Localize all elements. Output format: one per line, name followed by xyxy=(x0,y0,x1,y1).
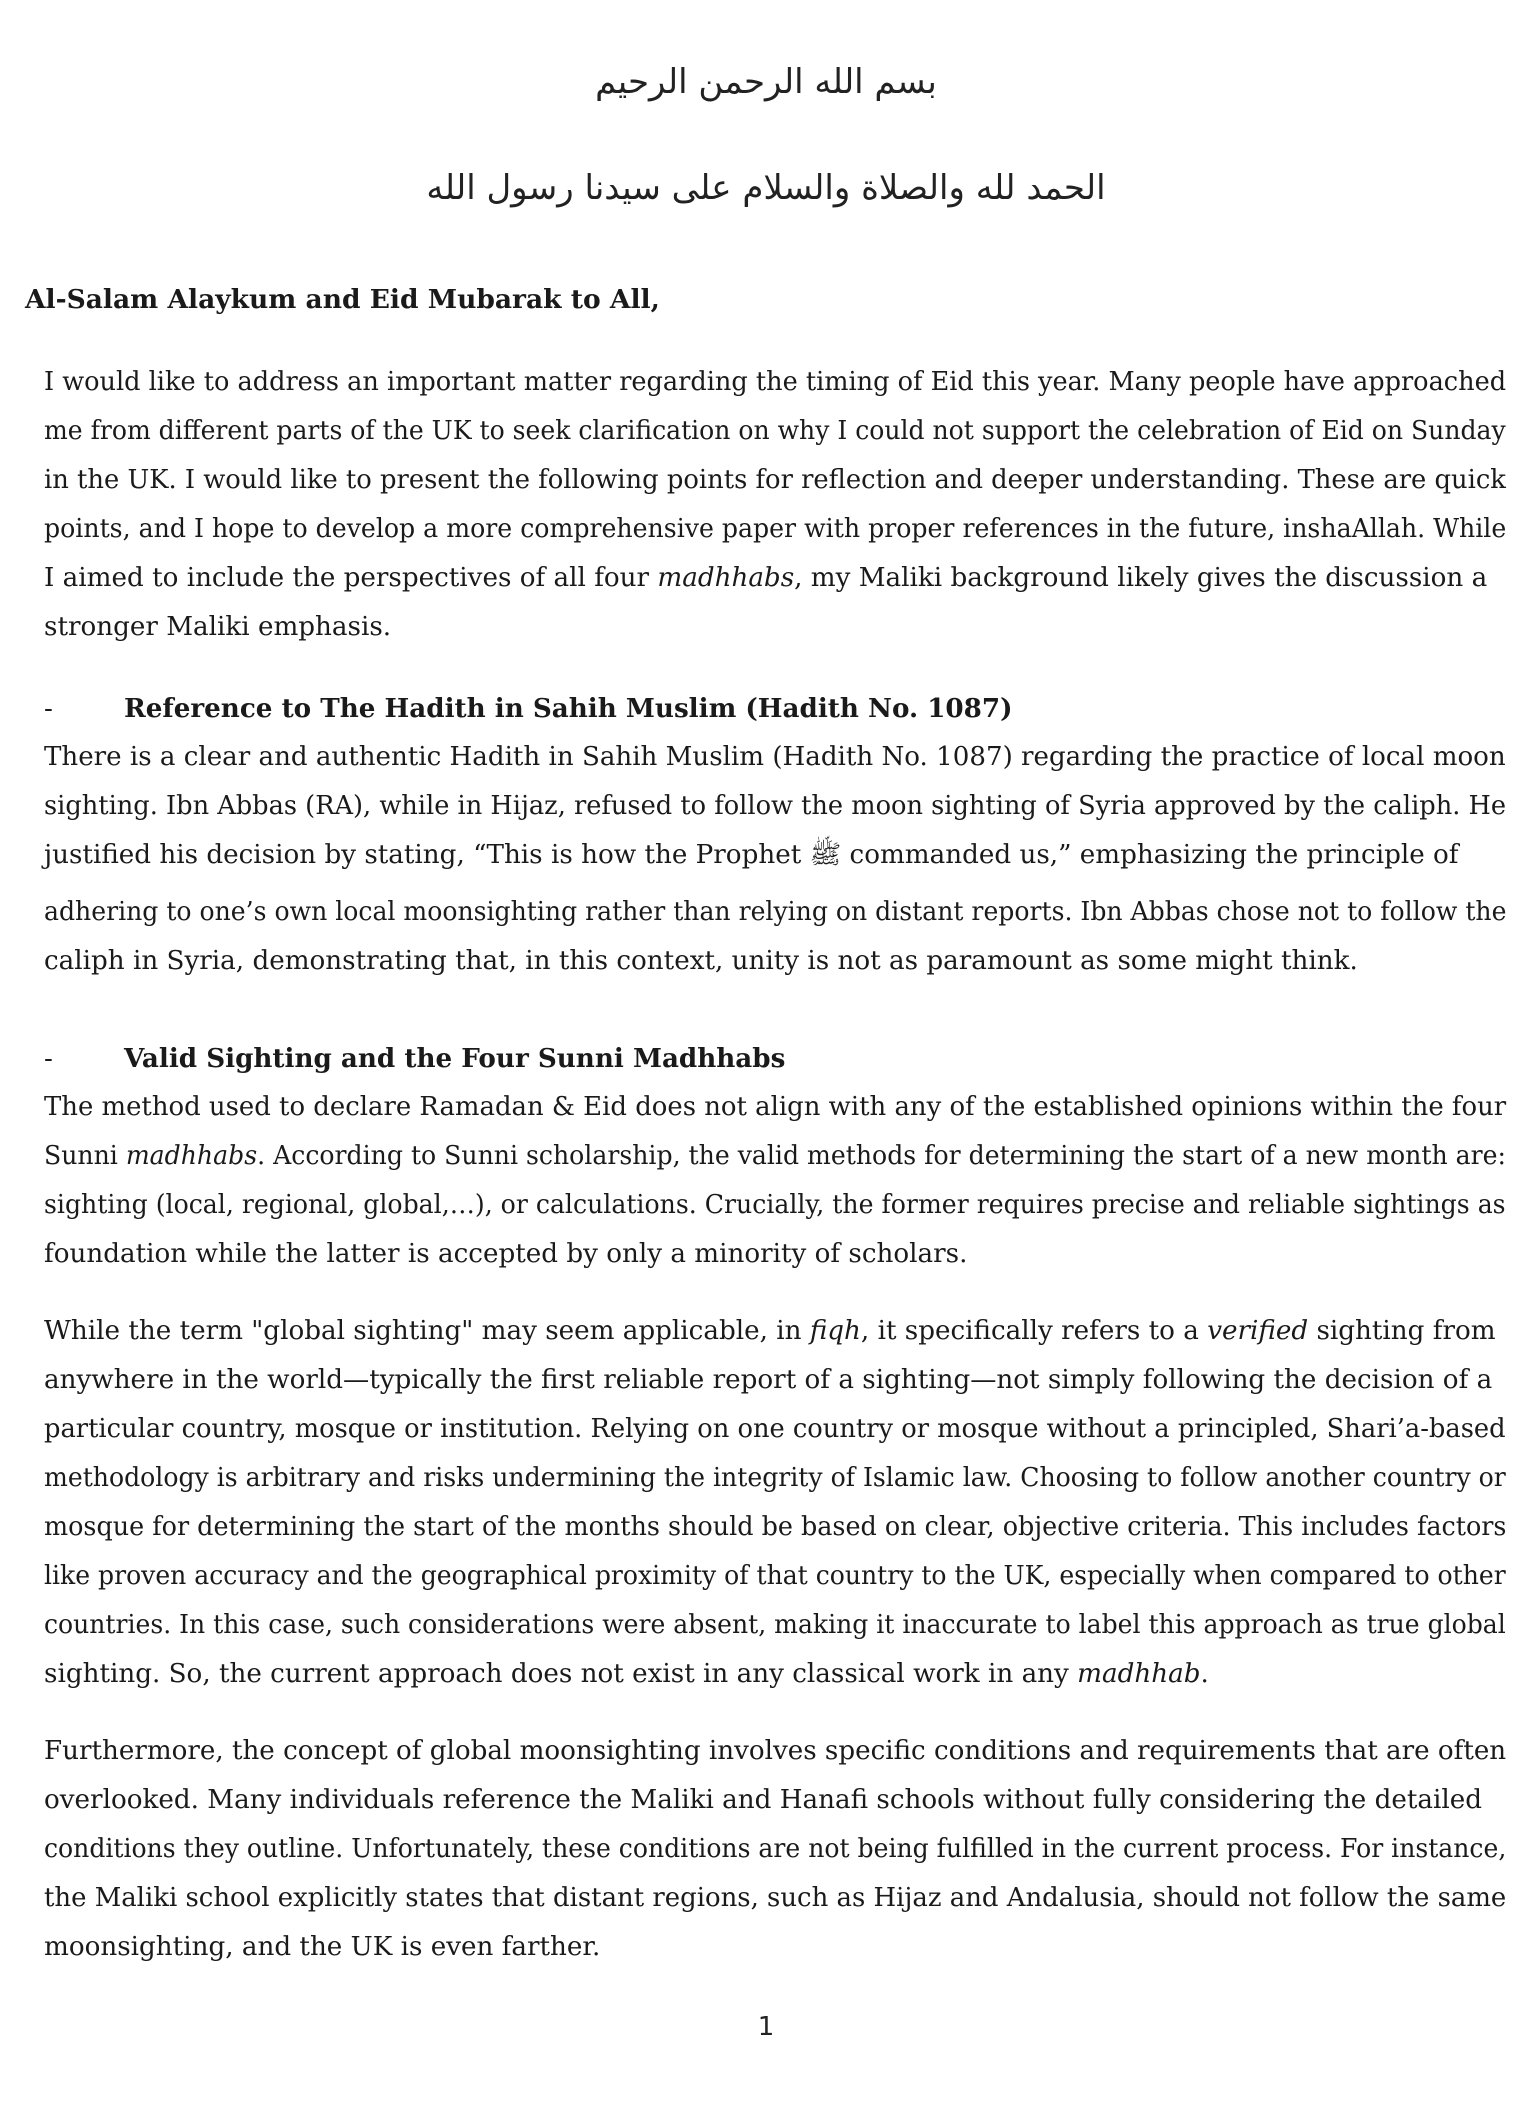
valid-sighting-paragraph xyxy=(44,1083,1506,1279)
hadith-line: There is a clear and authentic Hadith in Sahih Muslim (Hadith No. 1087) regarding the practice of local moon xyxy=(44,742,1506,772)
global-sighting-line: like proven accuracy and the geographical proximity of that country to the UK, especially when compared to other xyxy=(44,1561,1506,1591)
greeting: Al-Salam Alaykum and Eid Mubarak to All, xyxy=(25,284,660,315)
global-sighting-line: anywhere in the world—typically the first reliable report of a sighting—not simply following the decision of a xyxy=(44,1365,1493,1395)
intro-line: in the UK. I would like to present the following points for reflection and deeper understanding. These are quick xyxy=(44,465,1506,495)
hadith-line: sighting. Ibn Abbas (RA), while in Hijaz, refused to follow the moon sighting of Syria approved by the caliph. He xyxy=(44,791,1507,821)
global-sighting-line: countries. In this case, such considerations were absent, making it inaccurate to label this approach as true global xyxy=(44,1610,1506,1640)
page-number: 1 xyxy=(757,2012,775,2042)
intro-line: I would like to address an important matter regarding the timing of Eid this year. Many people have approached xyxy=(44,367,1507,397)
valid-sighting-line: Sunni madhhabs. According to Sunni scholarship, the valid methods for determining the start of a new month are: xyxy=(44,1141,1506,1171)
intro-paragraph xyxy=(44,358,1506,652)
section-heading-hadith xyxy=(44,684,1012,734)
global-sighting-line: sighting. So, the current approach does not exist in any classical work in any madhhab. xyxy=(44,1659,1209,1689)
furthermore-line: the Maliki school explicitly states that distant regions, such as Hijaz and Andalusia, should not follow the same xyxy=(44,1883,1507,1913)
valid-sighting-line: The method used to declare Ramadan & Eid does not align with any of the established opinions within the four xyxy=(44,1092,1507,1122)
hadith-line: justified his decision by stating, “This is how the Prophet ﷺ commanded us,” emphasizing the principle of xyxy=(44,840,1459,870)
bullet-dash: - xyxy=(44,1044,53,1074)
basmala-line: بسم الله الرحمن الرحيم xyxy=(595,62,937,102)
intro-line: me from different parts of the UK to seek clarification on why I could not support the celebration of Eid on Sunday xyxy=(44,416,1506,446)
valid-sighting-line: sighting (local, regional, global,…), or calculations. Crucially, the former requires precise and reliable sightings as xyxy=(44,1190,1506,1220)
intro-line: I aimed to include the perspectives of all four madhhabs, my Maliki background likely gives the discussion a xyxy=(44,563,1488,593)
section-heading-valid-sighting xyxy=(44,1034,785,1084)
intro-line: points, and I hope to develop a more comprehensive paper with proper references in the future, inshaAllah. While xyxy=(44,514,1507,544)
global-sighting-line: methodology is arbitrary and risks undermining the integrity of Islamic law. Choosing to follow another country or xyxy=(44,1463,1506,1493)
bullet-dash: - xyxy=(44,694,53,724)
furthermore-line: Furthermore, the concept of global moonsighting involves specific conditions and requirements that are often xyxy=(44,1736,1507,1766)
global-sighting-line: While the term "global sighting" may seem applicable, in fiqh, it specifically refers to a verified sighting from xyxy=(44,1316,1496,1346)
valid-sighting-line: foundation while the latter is accepted by only a minority of scholars. xyxy=(44,1239,968,1269)
hadith-line: caliph in Syria, demonstrating that, in this context, unity is not as paramount as some might think. xyxy=(44,946,1358,976)
intro-line: stronger Maliki emphasis. xyxy=(44,612,392,642)
global-sighting-paragraph xyxy=(44,1307,1506,1699)
furthermore-paragraph xyxy=(44,1727,1506,1972)
furthermore-line: overlooked. Many individuals reference the Maliki and Hanafi schools without fully considering the detailed xyxy=(44,1785,1482,1815)
hadith-line: adhering to one’s own local moonsighting rather than relying on distant reports. Ibn Abbas chose not to follow the xyxy=(44,897,1507,927)
hadith-paragraph xyxy=(44,733,1506,986)
hamdala-line: الحمد لله والصلاة والسلام على سيدنا رسول الله xyxy=(426,168,1106,208)
global-sighting-line: particular country, mosque or institution. Relying on one country or mosque without a principled, Shari’a-based xyxy=(44,1414,1506,1444)
heading-text: Valid Sighting and the Four Sunni Madhhabs xyxy=(124,1043,786,1074)
furthermore-line: moonsighting, and the UK is even farther. xyxy=(44,1932,601,1962)
furthermore-line: conditions they outline. Unfortunately, these conditions are not being fulfilled in the current process. For instance, xyxy=(44,1834,1507,1864)
global-sighting-line: mosque for determining the start of the months should be based on clear, objective criteria. This includes factors xyxy=(44,1512,1507,1542)
heading-text: Reference to The Hadith in Sahih Muslim (Hadith No. 1087) xyxy=(124,693,1013,724)
